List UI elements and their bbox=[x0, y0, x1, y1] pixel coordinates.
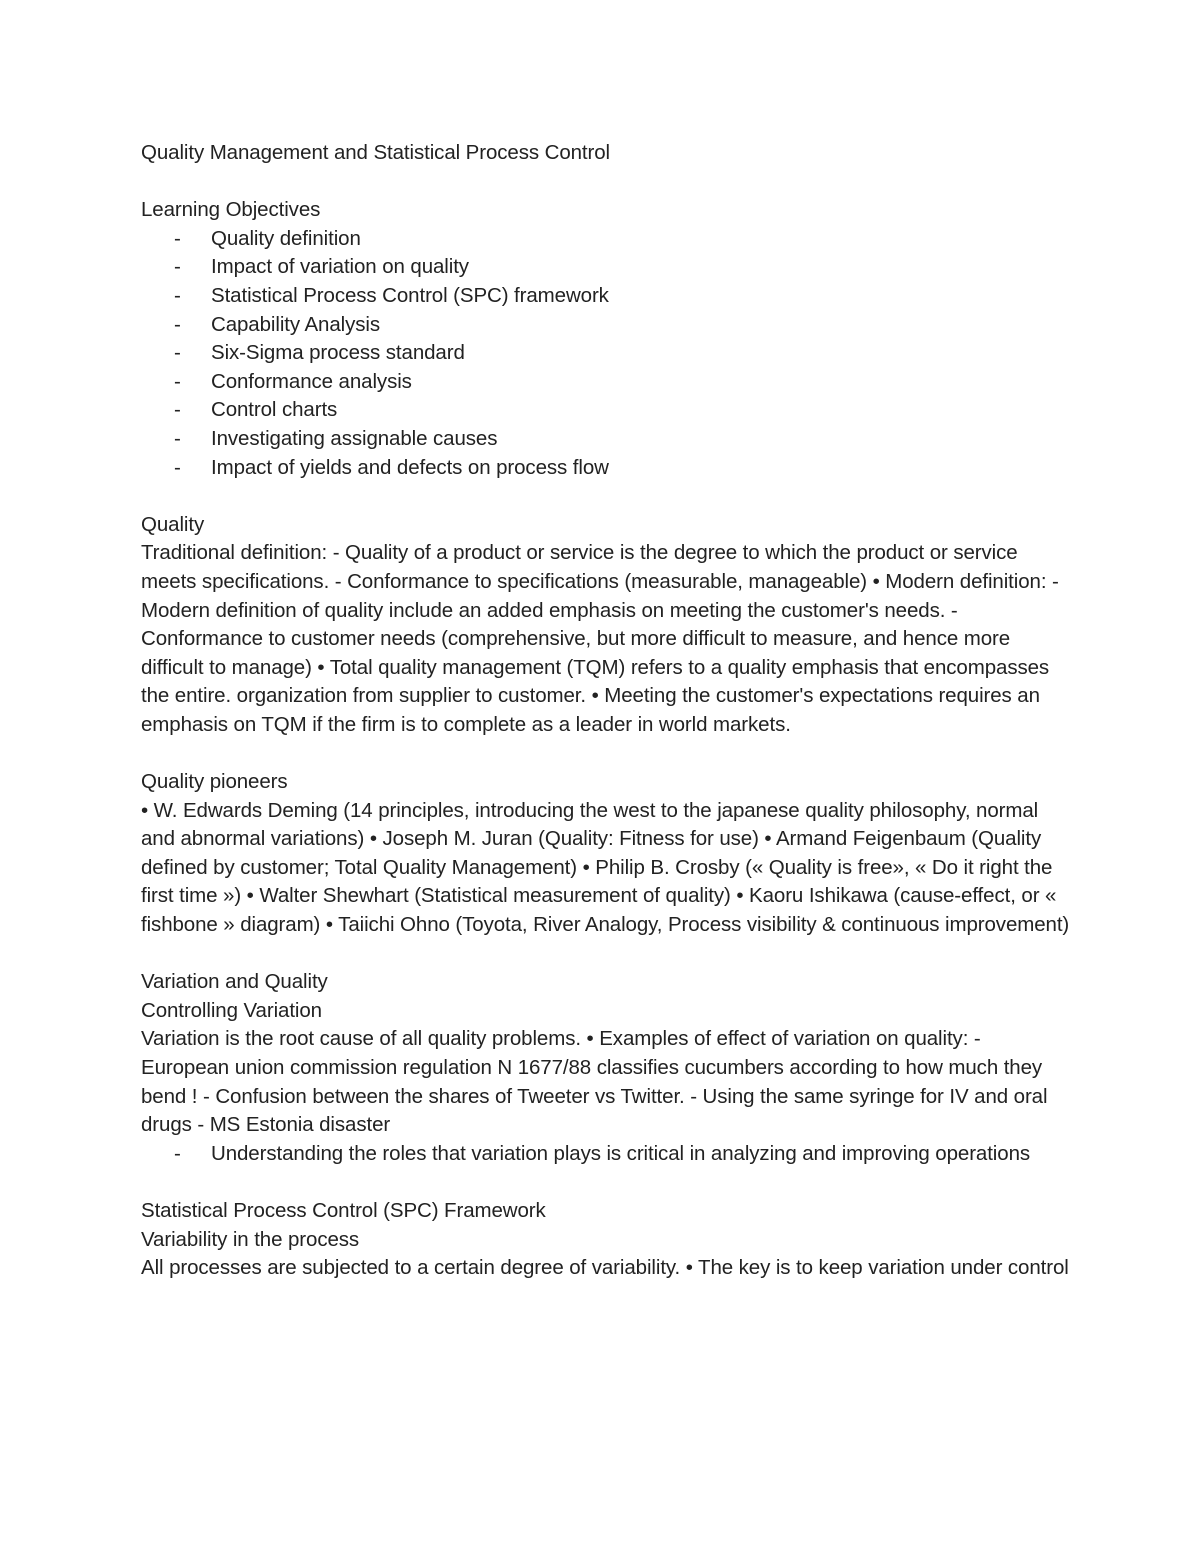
document-title: Quality Management and Statistical Process Control bbox=[141, 141, 611, 164]
dash-marker: - bbox=[174, 312, 181, 336]
dash-marker: - bbox=[174, 226, 181, 250]
spacer bbox=[141, 482, 1071, 511]
spacer bbox=[141, 1168, 1071, 1197]
variation-subheading: Controlling Variation bbox=[141, 998, 322, 1022]
spacer bbox=[141, 940, 1071, 969]
learning-objectives-list bbox=[141, 225, 1071, 482]
list-item bbox=[141, 225, 1071, 254]
dash-marker: - bbox=[174, 283, 181, 307]
dash-marker: - bbox=[174, 255, 181, 279]
list-item-text: Six-Sigma process standard bbox=[211, 341, 465, 365]
list-item bbox=[141, 339, 1071, 368]
list-item bbox=[141, 253, 1071, 282]
dash-marker: - bbox=[174, 398, 181, 422]
list-item-text: Quality definition bbox=[211, 226, 361, 250]
pioneers-heading: Quality pioneers bbox=[141, 770, 288, 794]
spc-paragraph: All processes are subjected to a certain degree of variability. • The key is to keep variation under control bbox=[141, 1256, 1069, 1280]
variation-paragraph: Variation is the root cause of all quality problems. • Examples of effect of variation on quality: - European union commission regulation N 1677/88 classifies cucumbers according to how much they bend ! - Confusion between the shares of Tweeter vs Twitter. - Using the same syringe for IV and oral drugs - MS Estonia disaster bbox=[141, 1027, 1048, 1137]
variation-list bbox=[141, 1140, 1071, 1169]
list-item-text: Impact of yields and defects on process flow bbox=[211, 455, 609, 479]
list-item bbox=[141, 396, 1071, 425]
list-item bbox=[141, 368, 1071, 397]
dash-marker: - bbox=[174, 426, 181, 450]
document-page bbox=[141, 139, 1071, 1283]
pioneers-paragraph: • W. Edwards Deming (14 principles, introducing the west to the japanese quality philosophy, normal and abnormal variations) • Joseph M. Juran (Quality: Fitness for use) • Armand Feigenbaum (Quality defined by customer; Total Quality Management) • Philip B. Crosby (« Quality is free», « Do it right the first time ») • Walter Shewhart (Statistical measurement of quality) • Kaoru Ishikawa (cause-effect, or « fishbone » diagram) • Taiichi Ohno (Toyota, River Analogy, Process visibility & continuous improvement) bbox=[141, 798, 1070, 937]
spc-heading: Statistical Process Control (SPC) Framework bbox=[141, 1198, 546, 1222]
dash-marker: - bbox=[174, 455, 181, 479]
list-item bbox=[141, 1140, 1071, 1169]
list-item-text: Conformance analysis bbox=[211, 369, 412, 393]
list-item-text: Investigating assignable causes bbox=[211, 426, 498, 450]
list-item bbox=[141, 311, 1071, 340]
quality-heading: Quality bbox=[141, 512, 205, 536]
list-item bbox=[141, 282, 1071, 311]
spacer bbox=[141, 739, 1071, 768]
list-item-text: Control charts bbox=[211, 398, 338, 422]
list-item bbox=[141, 425, 1071, 454]
variation-heading: Variation and Quality bbox=[141, 970, 328, 994]
dash-marker: - bbox=[174, 1141, 181, 1165]
list-item-text: Statistical Process Control (SPC) framework bbox=[211, 283, 609, 307]
learning-objectives-heading: Learning Objectives bbox=[141, 198, 321, 222]
list-item-text: Understanding the roles that variation plays is critical in analyzing and improving operations bbox=[211, 1141, 1031, 1165]
spacer bbox=[141, 168, 1071, 197]
dash-marker: - bbox=[174, 369, 181, 393]
list-item-text: Capability Analysis bbox=[211, 312, 381, 336]
spc-subheading: Variability in the process bbox=[141, 1227, 360, 1251]
list-item bbox=[141, 454, 1071, 483]
dash-marker: - bbox=[174, 341, 181, 365]
quality-paragraph: Traditional definition: - Quality of a product or service is the degree to which the product or service meets specifications. - Conformance to specifications (measurable, manageable) • Modern definition: - Modern definition of quality include an added emphasis on meeting the customer's needs. - Conformance to customer needs (comprehensive, but more difficult to measure, and hence more difficult to manage) • Total quality management (TQM) refers to a quality emphasis that encompasses the entire. organization from supplier to customer. • Meeting the customer's expectations requires an emphasis on TQM if the firm is to complete as a leader in world markets. bbox=[141, 541, 1059, 736]
list-item-text: Impact of variation on quality bbox=[211, 255, 469, 279]
